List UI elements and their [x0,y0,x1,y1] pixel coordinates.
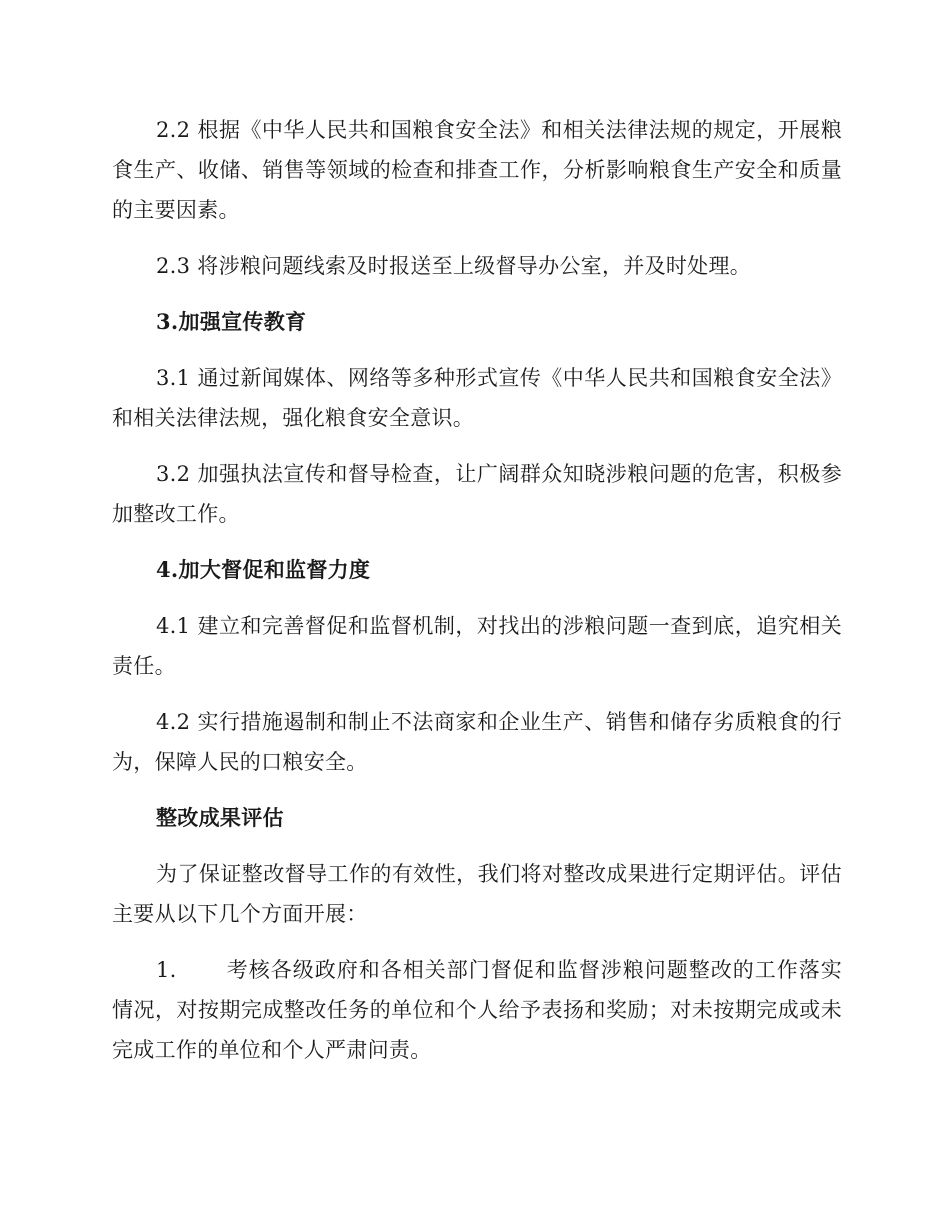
paragraph-evaluation-intro: 为了保证整改督导工作的有效性，我们将对整改成果进行定期评估。评估主要从以下几个方面开展： [112,862,842,926]
numbered-item-label: 1. [156,958,177,982]
paragraph-2-2: 2.2 根据《中华人民共和国粮食安全法》和相关法律法规的规定，开展粮食生产、收储、销售等领域的检查和排查工作，分析影响粮食生产安全和质量的主要因素。 [112,118,842,222]
section-heading-3: 3.加强宣传教育 [156,309,307,334]
paragraph-4-1: 4.1 建立和完善督促和监督机制，对找出的涉粮问题一查到底，追究相关责任。 [112,614,842,678]
section-heading-4: 4.加大督促和监督力度 [156,557,371,582]
paragraph-2-3: 2.3 将涉粮问题线索及时报送至上级督导办公室，并及时处理。 [156,254,752,278]
numbered-item-text: 考核各级政府和各相关部门督促和监督涉粮问题整改的工作落实情况，对按期完成整改任务的单位和个人给予表扬和奖励；对未按期完成或未完成工作的单位和个人严肃问责。 [112,958,842,1062]
paragraph-4-2: 4.2 实行措施遏制和制止不法商家和企业生产、销售和储存劣质粮食的行为，保障人民的口粮安全。 [112,710,842,774]
numbered-item-1 [112,950,842,1070]
paragraph-3-1: 3.1 通过新闻媒体、网络等多种形式宣传《中华人民共和国粮食安全法》和相关法律法规，强化粮食安全意识。 [112,366,842,430]
paragraph-3-2: 3.2 加强执法宣传和督导检查，让广阔群众知晓涉粮问题的危害，积极参加整改工作。 [112,462,842,526]
section-heading-evaluation: 整改成果评估 [156,805,284,830]
document-body [112,110,842,1086]
